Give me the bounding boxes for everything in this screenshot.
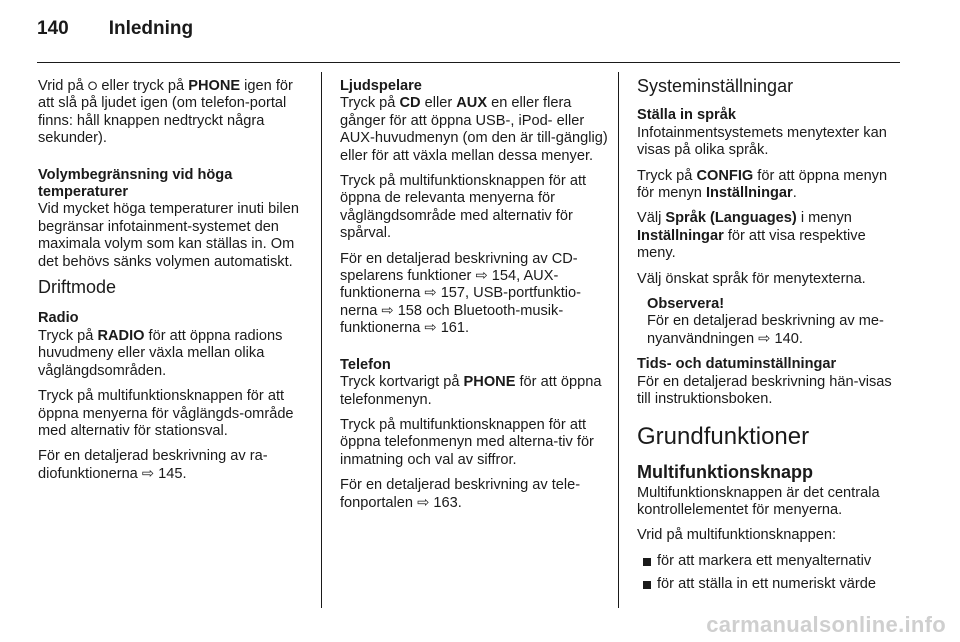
paragraph: Vrid på ⭘ eller tryck på PHONE igen för att slå på ljudet igen (om telefon-portal finns: håll knappen nedtryckt några sekunder).	[38, 78, 293, 147]
paragraph: Tryck på multifunktionsknappen för att öppna menyerna för våglängds-område med alternativ för stationsval.	[38, 388, 294, 439]
page-header	[37, 18, 193, 50]
paragraph: För en detaljerad beskrivning av CD-spelarens funktioner ⇨ 154, AUX-funktionerna ⇨ 157, USB-portfunktio-nerna ⇨ 158 och Bluetooth-musik-funktionerna ⇨ 161.	[340, 250, 582, 337]
column-2	[340, 78, 608, 520]
watermark: carmanualsonline.info	[706, 612, 946, 637]
paragraph: Vid mycket höga temperaturer inuti bilen begränsar infotainment-systemet den maximala volym som kan ställas in. Om det behövs sänks volymen automatiskt.	[38, 201, 299, 270]
column-3	[637, 78, 903, 600]
paragraph: Tryck på multifunktionsknappen för att öppna telefonmenyn med alterna-tiv för inmatning och val av siffror.	[340, 416, 594, 468]
header-rule	[37, 62, 900, 63]
page-ref[interactable]: 157	[440, 285, 466, 302]
page-ref[interactable]: 145	[158, 465, 183, 482]
subheading: Radio	[38, 310, 79, 327]
paragraph: Tryck på CD eller AUX en eller flera gånger för att öppna USB-, iPod- eller AUX-huvudmenyn (om den är till-gänglig) eller för att växla mellan dessa menyer.	[340, 95, 608, 164]
paragraph: Vrid på multifunktionsknappen:	[637, 527, 837, 544]
column-divider-1	[321, 72, 322, 608]
paragraph: För en detaljerad beskrivning hän-visas till instruktionsboken.	[637, 373, 892, 408]
paragraph: Tryck på CONFIG för att öppna menyn för menyn Inställningar.	[637, 167, 888, 202]
chapter-title: Inledning	[108, 18, 194, 39]
chapter-heading: Grundfunktioner	[637, 422, 810, 450]
column-divider-2	[618, 72, 619, 608]
page-ref-arrow-icon: ⇨	[424, 320, 437, 337]
subheading: Ljudspelare	[340, 78, 422, 94]
paragraph: För en detaljerad beskrivning av tele-fonportalen ⇨ 163.	[340, 477, 581, 511]
page-ref[interactable]: 163	[433, 494, 458, 511]
page-ref-arrow-icon: ⇨	[758, 330, 771, 347]
paragraph: Välj Språk (Languages) i menyn Inställningar för att visa respektive meny.	[637, 210, 866, 262]
paragraph: Multifunktionsknappen är det centrala kontrollelementet för menyerna.	[637, 484, 880, 518]
page-number: 140	[37, 18, 69, 39]
section-heading: Systeminställningar	[637, 76, 794, 96]
note-heading: Observera!	[647, 296, 725, 313]
paragraph: Infotainmentsystemets menytexter kan visas på olika språk.	[637, 124, 887, 159]
note-text: För en detaljerad beskrivning av me-nyanvändningen ⇨ 140.	[647, 313, 884, 347]
page-ref-arrow-icon: ⇨	[417, 494, 430, 511]
subheading: Telefon	[340, 356, 391, 373]
bullet-square-icon	[643, 558, 651, 566]
page-ref-arrow-icon: ⇨	[141, 465, 155, 482]
subheading: Tids- och datuminställningar	[637, 356, 837, 373]
subheading: Ställa in språk	[637, 107, 736, 124]
page-ref-arrow-icon: ⇨	[475, 268, 488, 285]
bullet-square-icon	[643, 581, 651, 589]
page-ref-arrow-icon: ⇨	[424, 285, 437, 302]
column-1	[38, 78, 310, 491]
section-heading: Driftmode	[38, 277, 117, 298]
page-ref[interactable]: 161	[440, 320, 466, 337]
paragraph: Tryck kortvarigt på PHONE för att öppna telefonmenyn.	[340, 374, 602, 408]
list-item: för att ställa in ett numeriskt värde	[637, 576, 903, 593]
subsection-heading: Multifunktionsknapp	[637, 461, 813, 482]
page-ref[interactable]: 140	[774, 330, 799, 347]
page-ref[interactable]: 158	[397, 302, 423, 319]
paragraph: Välj önskat språk för menytexterna.	[637, 270, 866, 287]
page-ref-arrow-icon: ⇨	[381, 302, 394, 319]
note-box	[637, 296, 903, 348]
list-item: för att markera ett menyalternativ	[637, 553, 903, 570]
power-knob-icon: ⭘	[87, 79, 98, 93]
paragraph: För en detaljerad beskrivning av ra-diofunktionerna ⇨ 145.	[38, 448, 268, 482]
paragraph: Tryck på multifunktionsknappen för att öppna de relevanta menyerna för våglängdsområde med alternativ för spårval.	[340, 173, 587, 242]
page-ref[interactable]: 154	[491, 268, 517, 285]
subheading: Volymbegränsning vid höga temperaturer	[38, 166, 233, 201]
paragraph: Tryck på RADIO för att öppna radions huvudmeny eller växla mellan olika våglängdsområden.	[38, 327, 283, 379]
